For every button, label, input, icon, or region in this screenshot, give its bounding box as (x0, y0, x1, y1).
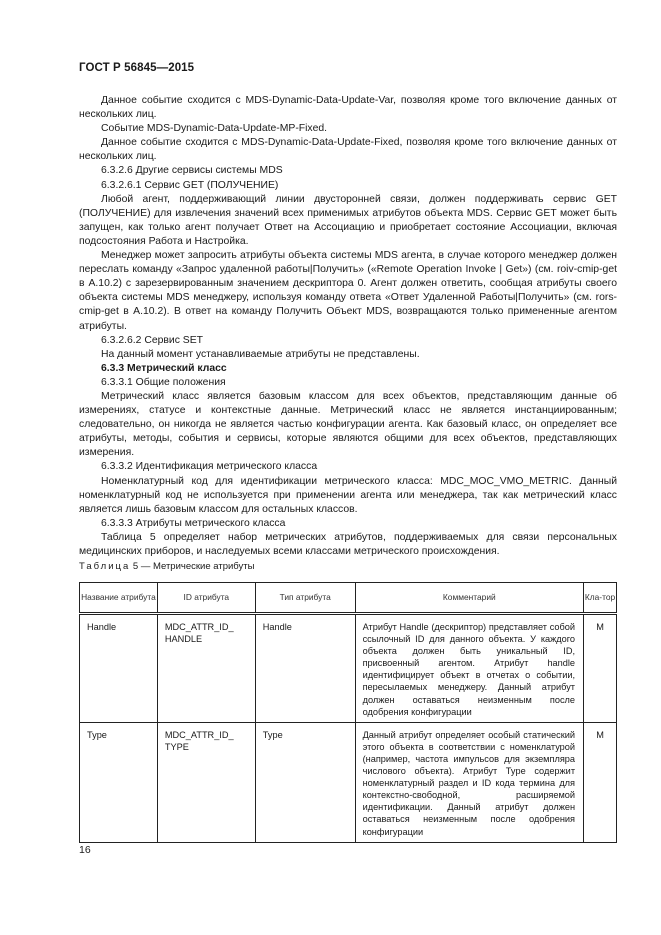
paragraph: Данное событие сходится с MDS-Dynamic-Data-Update-Var, позволяя кроме того включение данных от нескольких лиц. (79, 95, 617, 121)
column-header-qualifier: Кла-тор (584, 583, 617, 614)
body-text (79, 94, 617, 559)
paragraph: Любой агент, поддерживающий линии двусторонней связи, должен поддерживать сервис GET (ПОЛУЧЕНИЕ) для извлечения значений всех применимых атрибутов объекта MDS. Сервис GET может быть запущен, как только агент получает Ответ на Ассоциацию и приобретает состояние Ассоциации, включая подсостояния Работа и Настройка. (79, 193, 617, 247)
table-caption-number: 5 (130, 561, 139, 572)
column-header-id: ID атрибута (157, 583, 255, 614)
cell-comment: Данный атрибут определяет особый статический этого объекта в соответствии с номенклатурой (например, частота импульсов для экземпляра числового объекта). Атрибут Type содержит номенклатурный раздел и ID кода термина для контекстно-свободной, расширяемой идентификации. Данный атрибут должен оставаться неизменным после одобрения конфигурации (355, 722, 583, 842)
column-header-comment: Комментарий (355, 583, 583, 614)
section-heading: 6.3.3.3 Атрибуты метрического класса (101, 517, 286, 529)
section-heading: 6.3.2.6 Другие сервисы системы MDS (101, 165, 283, 177)
column-header-name: Название атрибута (80, 583, 158, 614)
section-heading: 6.3.3 Метрический класс (101, 362, 227, 374)
paragraph: Метрический класс является базовым классом для всех объектов, представляющим данные об измерениях, статусе и контекстные данные. Метрический класс не является инстанциированным; следовательно, он никогда не является частью конфигурации агента. Как базовый класс, он определяет все атрибуты, методы, события и сервисы, которые являются общими для всех объектов, представляющих измерения. (79, 390, 617, 459)
section-heading: 6.3.2.6.2 Сервис SET (101, 334, 204, 346)
paragraph: Номенклатурный код для идентификации метрического класса: MDC_MOC_VMO_METRIC. Данный номенклатурный код не используется при применении агента или менеджера, так как метрический класс является лишь базовым классом для остальных классов. (79, 475, 617, 515)
cell-attribute-name: Handle (80, 614, 158, 723)
cell-qualifier: M (584, 614, 617, 723)
cell-attribute-id: MDC_ATTR_ID_ HANDLE (157, 614, 255, 723)
section-heading: 6.3.3.1 Общие положения (101, 376, 226, 388)
column-header-type: Тип атрибута (255, 583, 355, 614)
table-row (80, 722, 617, 842)
cell-attribute-id: MDC_ATTR_ID_ TYPE (157, 722, 255, 842)
paragraph: Данное событие сходится с MDS-Dynamic-Data-Update-Fixed, позволяя кроме того включение данных от нескольких лиц. (79, 137, 617, 163)
document-header: ГОСТ Р 56845—2015 (79, 62, 195, 74)
cell-attribute-type: Handle (255, 614, 355, 723)
table-caption-label: Таблица (79, 561, 131, 572)
table-caption (79, 561, 254, 572)
paragraph: Событие MDS-Dynamic-Data-Update-MP-Fixed. (101, 123, 328, 135)
cell-comment: Атрибут Handle (дескриптор) представляет собой ссылочный ID для данного объекта. У каждого объекта должен быть уникальный ID, присвоенный агентом. Атрибут handle идентифицирует объект в отчетах о событии, пересылаемых менеджеру. Данный атрибут должен оставаться неизменным после одобрения конфигурации (355, 614, 583, 723)
page-number: 16 (79, 844, 91, 856)
metric-attributes-table (79, 582, 617, 843)
paragraph: На данный момент устанавливаемые атрибуты не представлены. (101, 348, 420, 360)
table-header-row (80, 583, 617, 614)
cell-attribute-type: Type (255, 722, 355, 842)
paragraph: Менеджер может запросить атрибуты объекта системы MDS агента, в случае которого менеджер должен переслать команду «Запрос удаленной работы|Получить» («Remote Operation Invoke | Get») (см. roiv-cmip-get в А.10.2) с зарезервированным значением дескриптора 0. Агент должен ответить, сообщая атрибуты своего объекта системы MDS менеджеру, используя команду ответа «Ответ Удаленной Работы|Получить» (см. rors-cmip-get в А.10.2). В ответ на команду Получить Объект MDS, возвращаются только примененные агентом атрибуты. (79, 250, 617, 332)
section-heading: 6.3.2.6.1 Сервис GET (ПОЛУЧЕНИЕ) (101, 179, 279, 191)
table-row (80, 614, 617, 723)
paragraph: Таблица 5 определяет набор метрических атрибутов, поддерживаемых для связи персональных медицинских приборов, и наследуемых всеми классами метрического происхождения. (79, 531, 617, 557)
cell-qualifier: M (584, 722, 617, 842)
section-heading: 6.3.3.2 Идентификация метрического класса (101, 461, 318, 473)
cell-attribute-name: Type (80, 722, 158, 842)
table-caption-title: — Метрические атрибуты (138, 561, 255, 572)
